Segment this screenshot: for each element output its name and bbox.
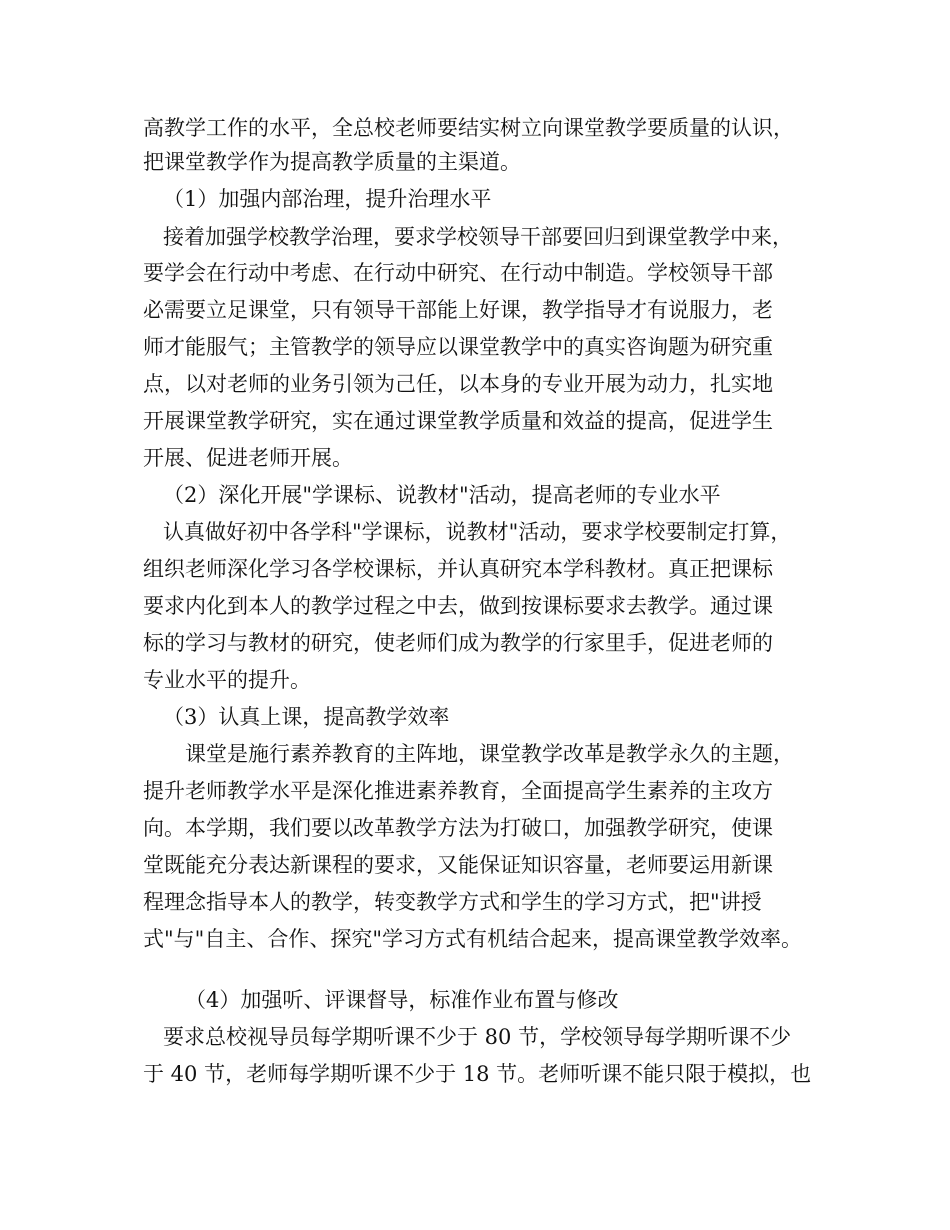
text-line: 接着加强学校教学治理，要求学校领导干部要回归到课堂教学中来， bbox=[163, 225, 793, 249]
text-line: 师才能服气；主管教学的领导应以课堂教学中的真实咨询题为研究重 bbox=[143, 335, 773, 359]
text-line: 于 40 节，老师每学期听课不少于 18 节。老师听课不能只限于模拟，也 bbox=[143, 1062, 812, 1086]
text-line: 必需要立足课堂，只有领导干部能上好课，教学指导才有说服力，老 bbox=[143, 298, 773, 322]
text-line: 提升老师教学水平是深化推进素养教育，全面提高学生素养的主攻方 bbox=[143, 779, 773, 803]
text-line: 要学会在行动中考虑、在行动中研究、在行动中制造。学校领导干部 bbox=[143, 261, 773, 285]
text-line: 要求总校视导员每学期听课不少于 80 节，学校领导每学期听课不少 bbox=[163, 1025, 792, 1049]
text-line: 课堂是施行素养教育的主阵地，课堂教学改革是教学永久的主题， bbox=[185, 742, 794, 766]
section-heading: （4）加强听、评课督导，标准作业布置与修改 bbox=[185, 988, 619, 1012]
text-line: 要求内化到本人的教学过程之中去，做到按课标要求去教学。通过课 bbox=[143, 594, 773, 618]
text-line: 认真做好初中各学科"学课标，说教材"活动，要求学校要制定打算， bbox=[163, 520, 792, 544]
text-line: 向。本学期，我们要以改革教学方法为打破口，加强教学研究，使课 bbox=[143, 816, 773, 840]
text-line: 程理念指导本人的教学，转变教学方式和学生的学习方式，把"讲授 bbox=[143, 890, 762, 914]
text-line: 式"与"自主、合作、探究"学习方式有机结合起来，提高课堂教学效率。 bbox=[143, 927, 802, 951]
text-line: 专业水平的提升。 bbox=[143, 668, 311, 692]
text-line: 组织老师深化学习各学校课标，并认真研究本学科教材。真正把课标 bbox=[143, 557, 773, 581]
section-heading: （3）认真上课，提高教学效率 bbox=[163, 705, 450, 729]
text-line: 开展、促进老师开展。 bbox=[143, 446, 353, 470]
text-line: 高教学工作的水平，全总校老师要结实树立向课堂教学要质量的认识， bbox=[143, 116, 794, 140]
section-heading: （1）加强内部治理，提升治理水平 bbox=[163, 187, 492, 211]
text-line: 堂既能充分表达新课程的要求，又能保证知识容量，老师要运用新课 bbox=[143, 853, 773, 877]
text-line: 点，以对老师的业务引领为己任，以本身的专业开展为动力，扎实地 bbox=[143, 372, 773, 396]
text-line: 开展课堂教学研究，实在通过课堂教学质量和效益的提高，促进学生 bbox=[143, 409, 773, 433]
section-heading: （2）深化开展"学课标、说教材"活动，提高老师的专业水平 bbox=[163, 483, 721, 507]
text-line: 把课堂教学作为提高教学质量的主渠道。 bbox=[143, 150, 521, 174]
text-line: 标的学习与教材的研究，使老师们成为教学的行家里手，促进老师的 bbox=[143, 631, 773, 655]
